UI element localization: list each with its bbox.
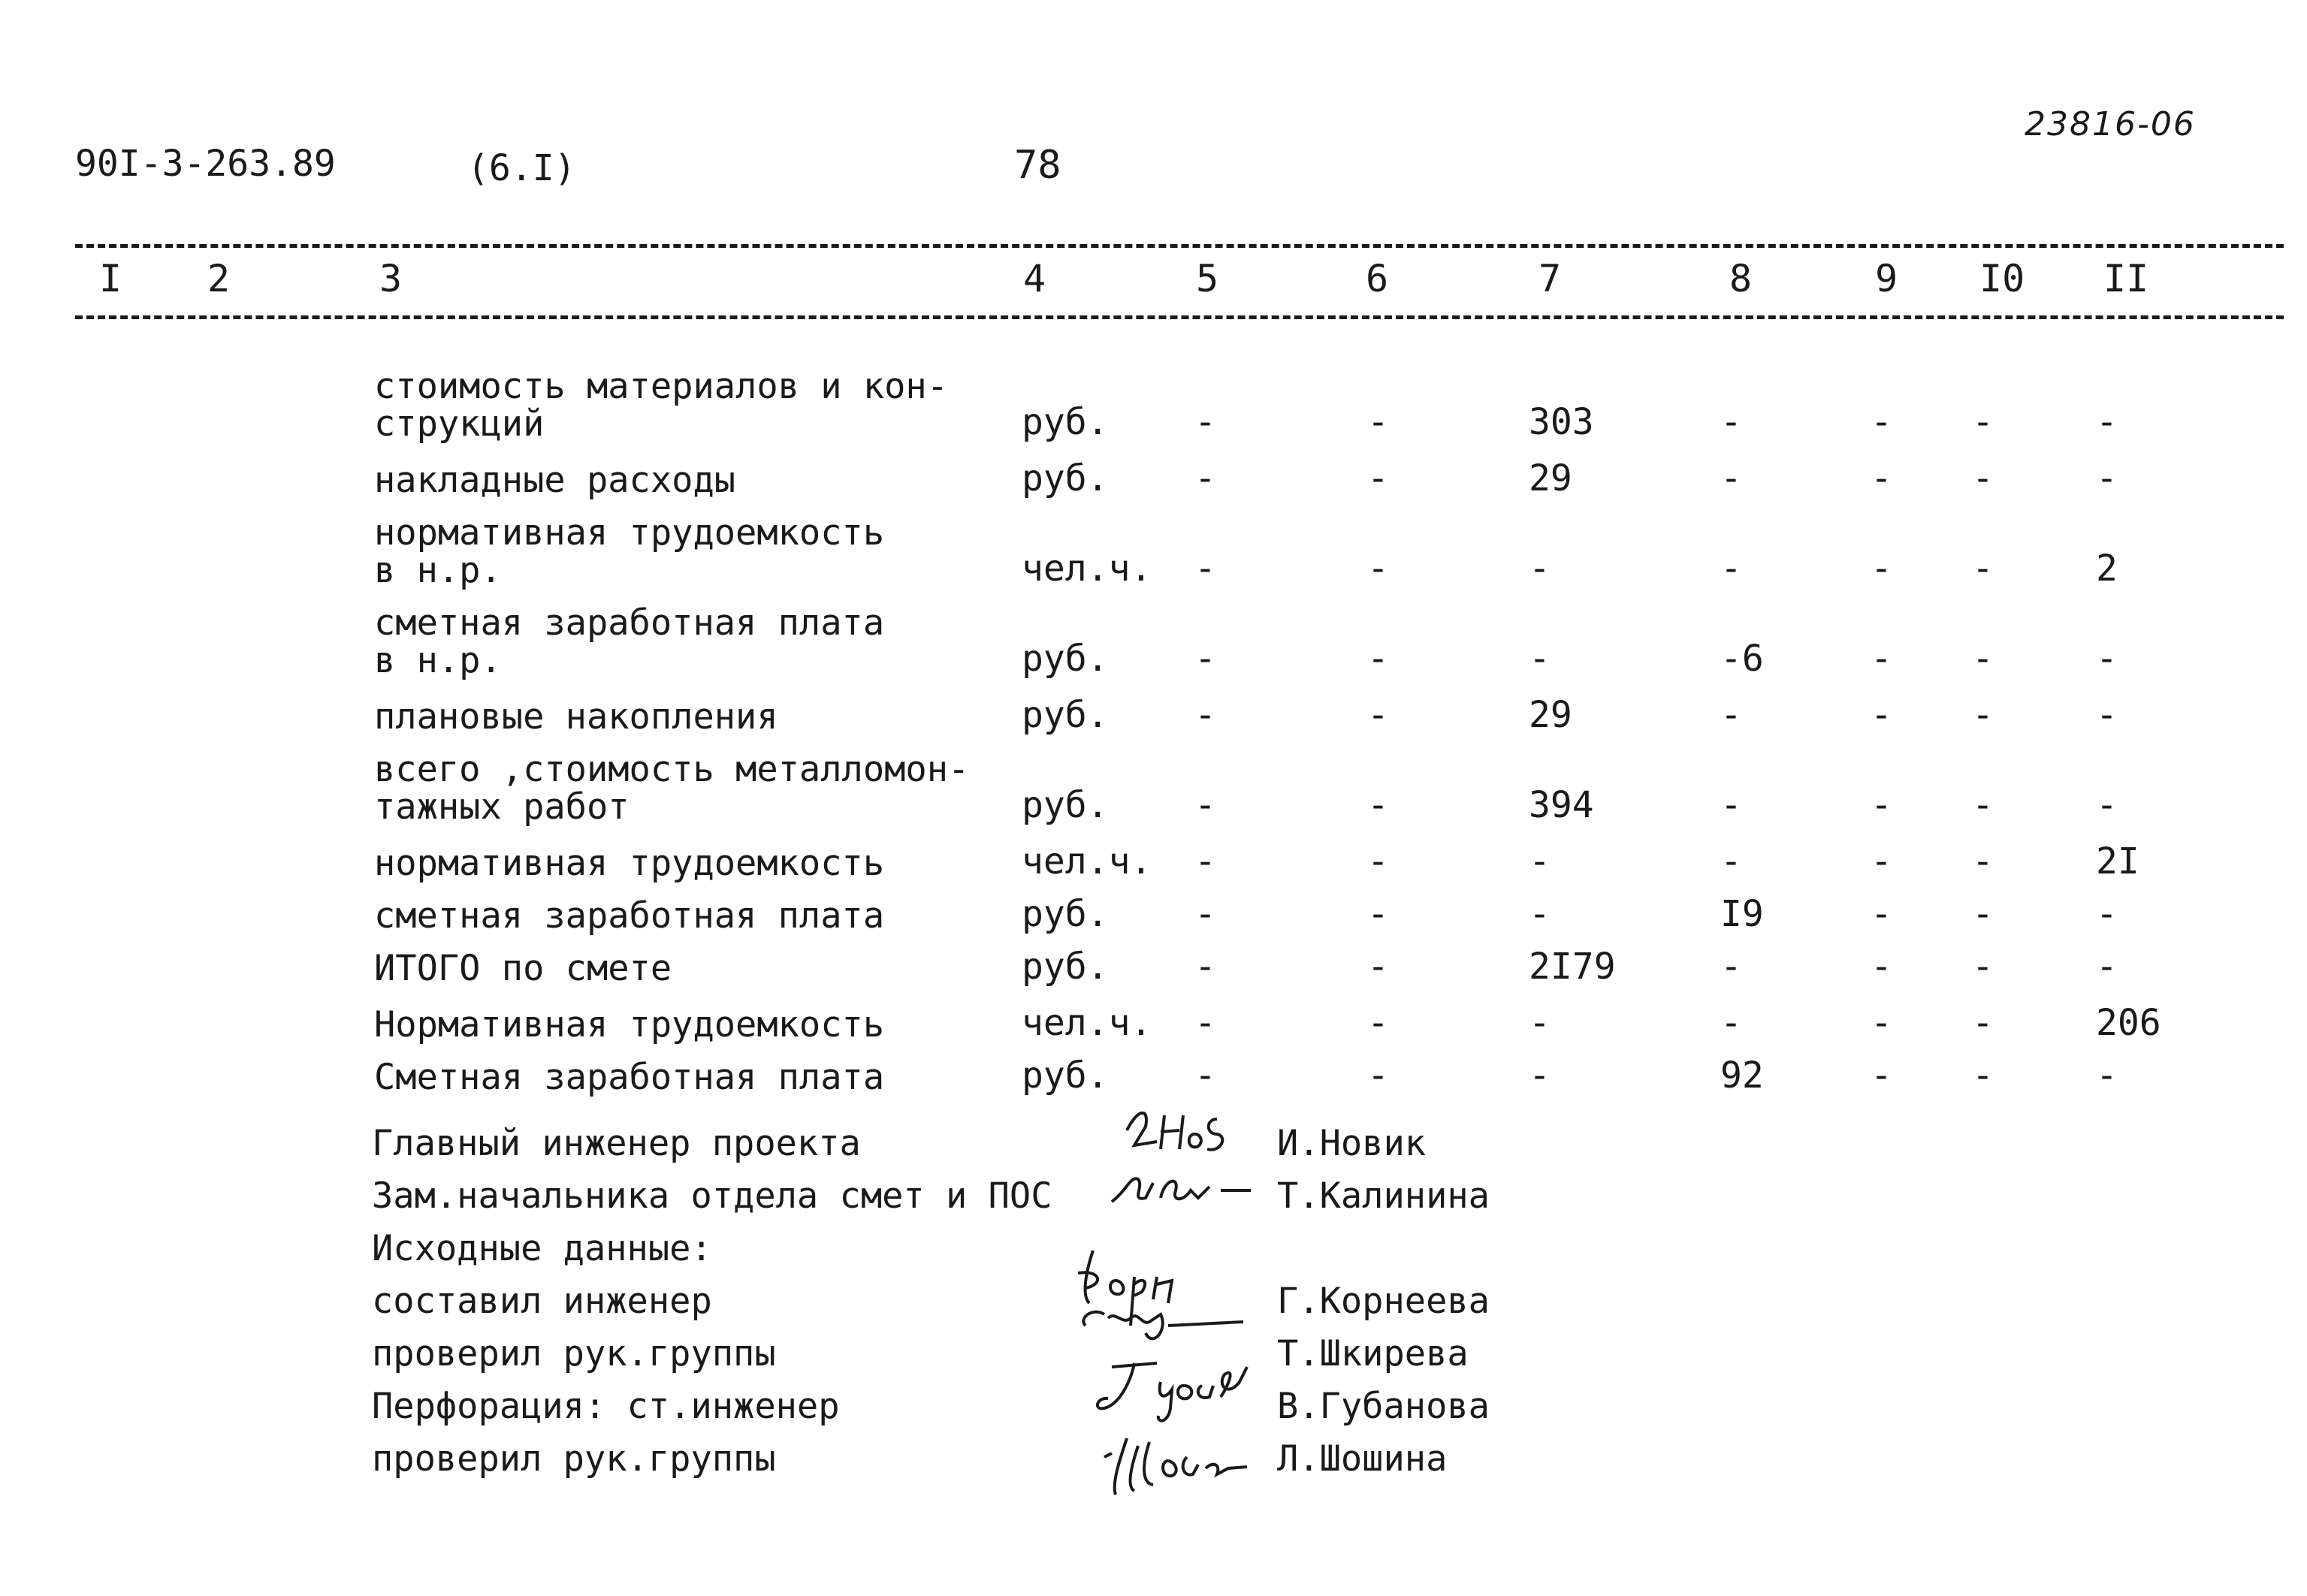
signature-name: Г.Корнеева [1277, 1281, 1490, 1322]
cell-unit: руб. [1022, 893, 1109, 935]
cell-c10: - [1972, 893, 1994, 935]
cell-c11: 2 [2096, 548, 2118, 590]
column-number: 9 [1875, 257, 1898, 300]
signature-shoshina [1097, 1423, 1262, 1506]
column-number: 2 [207, 257, 231, 300]
row-description [374, 1006, 884, 1044]
row-description [374, 602, 885, 681]
cell-c5: - [1194, 893, 1216, 935]
signature-role: составил инженер [372, 1281, 712, 1322]
signature-kalinina [1108, 1160, 1258, 1213]
cell-c11: - [2096, 457, 2118, 499]
cell-c9: - [1871, 638, 1892, 680]
signature-name: В.Губанова [1277, 1386, 1490, 1427]
column-number: 5 [1196, 257, 1219, 300]
column-number: 8 [1729, 257, 1753, 300]
cell-c8: - [1720, 694, 1742, 736]
signature-novik [1123, 1100, 1236, 1160]
row-description [374, 751, 969, 826]
column-number: I0 [1979, 257, 2025, 300]
cell-c7: 2I79 [1529, 946, 1616, 988]
signature-name: Т.Шкирева [1277, 1333, 1469, 1374]
cell-c11: - [2096, 784, 2118, 826]
cell-unit: руб. [1022, 694, 1109, 736]
cell-c6: - [1367, 946, 1389, 988]
cell-c8: - [1720, 946, 1742, 988]
cell-c5: - [1194, 1002, 1216, 1044]
column-number: I [99, 257, 122, 300]
column-number: II [2103, 257, 2149, 300]
column-number: 7 [1539, 257, 1562, 300]
row-description [374, 895, 885, 937]
cell-c11: - [2096, 638, 2118, 680]
cell-c10: - [1972, 638, 1994, 680]
cell-c7: 29 [1529, 694, 1572, 736]
cell-c7: - [1529, 893, 1551, 935]
signature-role: проверил рук.группы [372, 1438, 776, 1480]
cell-c6: - [1367, 840, 1389, 882]
cell-c10: - [1972, 694, 1994, 736]
cell-c10: - [1972, 1002, 1994, 1044]
cell-c7: - [1529, 638, 1551, 680]
cell-c8: -6 [1720, 638, 1764, 680]
cell-c9: - [1871, 694, 1892, 736]
cell-c9: - [1871, 840, 1892, 882]
cell-c11: 206 [2096, 1002, 2161, 1044]
cell-c10: - [1972, 784, 1994, 826]
document-code: 90I-3-263.89 [75, 143, 336, 185]
cell-c5: - [1194, 694, 1216, 736]
column-number: 6 [1366, 257, 1389, 300]
row-description-line: сметная заработная плата [374, 602, 885, 644]
row-description [374, 462, 735, 499]
cell-c9: - [1871, 946, 1892, 988]
row-description [374, 698, 778, 736]
cell-c11: - [2096, 694, 2118, 736]
cell-c5: - [1194, 784, 1216, 826]
row-description-line: Сметная заработная плата [374, 1057, 885, 1098]
cell-c6: - [1367, 1002, 1389, 1044]
cell-c7: - [1529, 548, 1551, 590]
cell-unit: руб. [1022, 946, 1109, 988]
cell-c8: - [1720, 401, 1742, 443]
row-description-line: струкций [374, 403, 545, 445]
row-description-line: нормативная трудоемкость [374, 512, 885, 554]
row-description-line: стоимость материалов и кон- [374, 366, 949, 407]
signature-role: Перфорация: ст.инженер [372, 1386, 840, 1427]
cell-c6: - [1367, 1054, 1389, 1097]
signature-gubanova [1089, 1352, 1255, 1427]
signature-role: Зам.начальника отдела смет и ПОС [372, 1175, 1052, 1217]
cell-c10: - [1972, 1054, 1994, 1097]
row-description-line: ИТОГО по смете [374, 948, 672, 989]
cell-c5: - [1194, 840, 1216, 882]
row-description-line: Нормативная трудоемкость [374, 1004, 885, 1045]
cell-c7: - [1529, 840, 1551, 882]
cell-c5: - [1194, 401, 1216, 443]
cell-c9: - [1871, 401, 1892, 443]
cell-c11: - [2096, 946, 2118, 988]
row-description [374, 368, 948, 443]
cell-c9: - [1871, 548, 1892, 590]
cell-unit: чел.ч. [1022, 1002, 1152, 1044]
cell-c8: - [1720, 840, 1742, 882]
row-description [374, 950, 672, 988]
cell-c6: - [1367, 784, 1389, 826]
cell-c9: - [1871, 893, 1892, 935]
row-description-line: в н.р. [374, 640, 502, 681]
cell-c7: - [1529, 1054, 1551, 1097]
cell-c6: - [1367, 694, 1389, 736]
row-description-line: накладные расходы [374, 460, 736, 501]
signature-role: Главный инженер проекта [372, 1123, 861, 1164]
cell-c6: - [1367, 457, 1389, 499]
cell-unit: руб. [1022, 1054, 1109, 1097]
row-description [374, 514, 884, 590]
cell-unit: руб. [1022, 638, 1109, 680]
column-number: 4 [1023, 257, 1046, 300]
cell-c7: 303 [1529, 401, 1594, 443]
column-number: 3 [379, 257, 403, 300]
row-description-line: тажных работ [374, 786, 630, 828]
cell-c8: - [1720, 784, 1742, 826]
cell-c9: - [1871, 457, 1892, 499]
cell-c11: - [2096, 401, 2118, 443]
page-number: 78 [1014, 143, 1061, 188]
section-number: (6.I) [467, 147, 576, 189]
cell-c8: I9 [1720, 893, 1764, 935]
signature-role: проверил рук.группы [372, 1333, 776, 1374]
cell-c5: - [1194, 638, 1216, 680]
cell-c9: - [1871, 784, 1892, 826]
row-description-line: нормативная трудоемкость [374, 843, 885, 884]
cell-unit: руб. [1022, 784, 1109, 826]
cell-c6: - [1367, 638, 1389, 680]
cell-c6: - [1367, 401, 1389, 443]
row-description-line: в н.р. [374, 550, 502, 591]
row-description [374, 845, 884, 882]
cell-unit: чел.ч. [1022, 548, 1152, 590]
header-bottom-rule [75, 315, 2284, 319]
signature-name: Л.Шошина [1277, 1438, 1448, 1480]
cell-c8: 92 [1720, 1054, 1764, 1097]
cell-c10: - [1972, 548, 1994, 590]
cell-c5: - [1194, 548, 1216, 590]
row-description [374, 1059, 884, 1097]
cell-c11: - [2096, 1054, 2118, 1097]
cell-c10: - [1972, 401, 1994, 443]
cell-c11: - [2096, 893, 2118, 935]
row-description-line: плановые накопления [374, 696, 778, 738]
signature-role: Исходные данные: [372, 1228, 712, 1269]
cell-c8: - [1720, 548, 1742, 590]
cell-c5: - [1194, 457, 1216, 499]
cell-c7: 29 [1529, 457, 1572, 499]
cell-c8: - [1720, 1002, 1742, 1044]
cell-c9: - [1871, 1002, 1892, 1044]
cell-c10: - [1972, 946, 1994, 988]
archive-number: 23816-06 [2025, 105, 2196, 143]
cell-c8: - [1720, 457, 1742, 499]
signature-korneeva [1063, 1243, 1258, 1363]
cell-c6: - [1367, 893, 1389, 935]
cell-unit: руб. [1022, 457, 1109, 499]
header-top-rule [75, 244, 2284, 248]
row-description-line: всего ,стоимость металломон- [374, 749, 970, 790]
signature-name: И.Новик [1277, 1123, 1427, 1164]
cell-c11: 2I [2096, 840, 2139, 882]
cell-c5: - [1194, 1054, 1216, 1097]
cell-c10: - [1972, 457, 1994, 499]
cell-c10: - [1972, 840, 1994, 882]
cell-unit: руб. [1022, 401, 1109, 443]
cell-c7: 394 [1529, 784, 1594, 826]
cell-c9: - [1871, 1054, 1892, 1097]
signature-name: Т.Калинина [1277, 1175, 1490, 1217]
row-description-line: сметная заработная плата [374, 895, 885, 937]
cell-c7: - [1529, 1002, 1551, 1044]
cell-unit: чел.ч. [1022, 840, 1152, 882]
cell-c5: - [1194, 946, 1216, 988]
cell-c6: - [1367, 548, 1389, 590]
